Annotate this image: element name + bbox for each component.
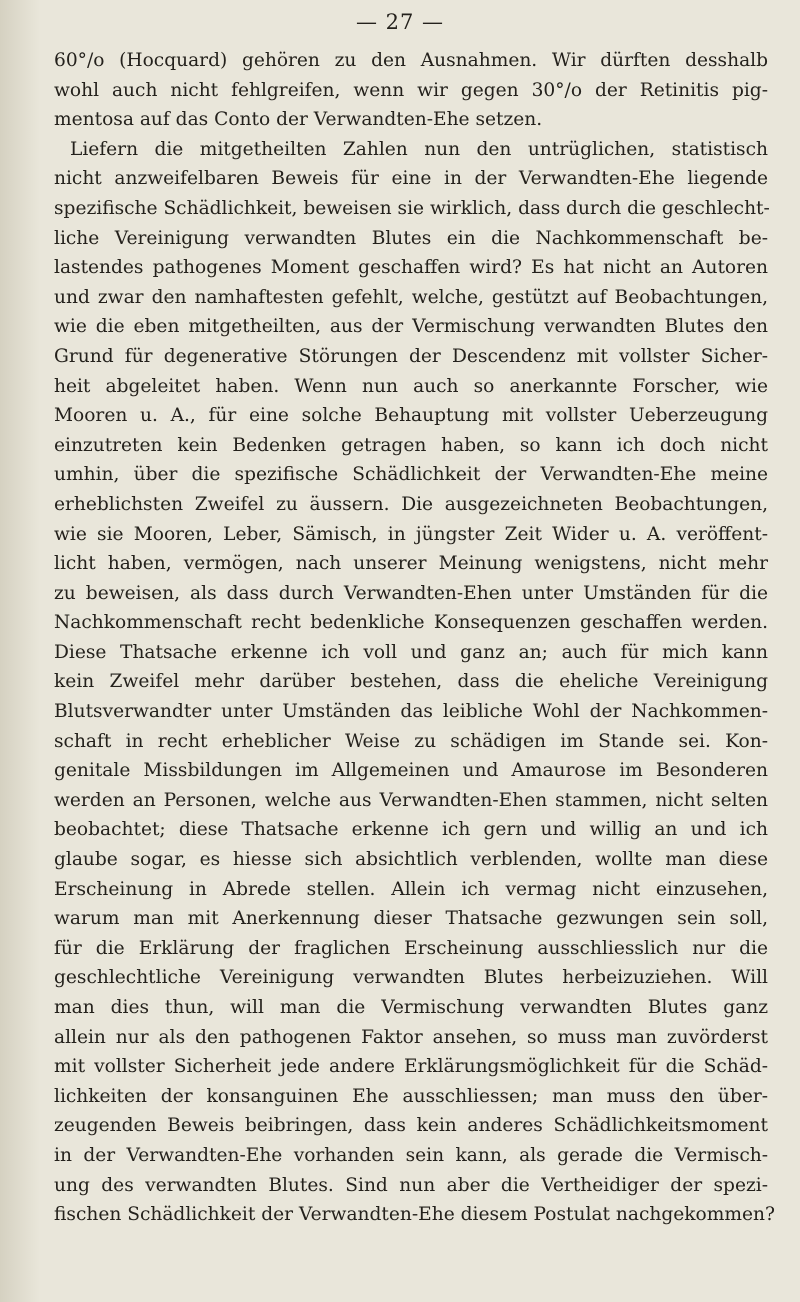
text-line: und zwar den namhaftesten gefehlt, welche, gestützt auf Beobachtungen, [54,286,768,308]
text-line: fischen Schädlichkeit der Verwandten-Ehe diesem Postulat nachgekommen? [54,1204,775,1226]
text-line: liche Vereinigung verwandten Blutes ein die Nachkommenschaft be- [54,227,768,249]
text-line: erheblichsten Zweifel zu äussern. Die ausgezeichneten Beobachtungen, [54,493,768,515]
text-line: umhin, über die spezifische Schädlichkeit der Verwandten-Ehe meine [54,464,768,486]
text-line: geschlechtliche Vereinigung verwandten Blutes herbeizuziehen. Will [54,967,768,989]
text-line: lichkeiten der konsanguinen Ehe ausschliessen; man muss den über- [54,1085,768,1107]
text-line: nicht anzweifelbaren Beweis für eine in der Verwandten-Ehe liegende [54,168,768,190]
text-line: Erscheinung in Abrede stellen. Allein ich vermag nicht einzusehen, [54,878,768,900]
text-line: glaube sogar, es hiesse sich absichtlich verblenden, wollte man diese [54,849,768,871]
text-line: zu beweisen, als dass durch Verwandten-Ehen unter Umständen für die [54,582,768,604]
text-line: mentosa auf das Conto der Verwandten-Ehe setzen. [54,109,543,131]
text-line: Liefern die mitgetheilten Zahlen nun den untrüglichen, statistisch [70,138,768,160]
text-line: wie die eben mitgetheilten, aus der Vermischung verwandten Blutes den [54,316,768,338]
text-line: man dies thun, will man die Vermischung verwandten Blutes ganz [54,997,768,1018]
text-line: schaft in recht erheblicher Weise zu schädigen im Stande sei. Kon- [54,730,768,752]
text-line: lastendes pathogenes Moment geschaffen wird? Es hat nicht an Autoren [54,257,768,279]
text-line: zeugenden Beweis beibringen, dass kein anderes Schädlichkeitsmoment [54,1115,768,1137]
text-line: einzutreten kein Bedenken getragen haben, so kann ich doch nicht [54,434,768,456]
page-edge-shadow [0,0,40,1302]
text-line: Nachkommenschaft recht bedenkliche Konsequenzen geschaffen werden. [54,612,768,634]
text-line: werden an Personen, welche aus Verwandten-Ehen stammen, nicht selten [54,789,768,811]
text-line: beobachtet; diese Thatsache erkenne ich gern und willig an und ich [54,819,768,841]
text-line: warum man mit Anerkennung dieser Thatsache gezwungen sein soll, [54,908,768,930]
text-line: wohl auch nicht fehlgreifen, wenn wir gegen 30°/o der Retinitis pig- [54,79,768,101]
page-number: — 27 — [355,10,445,34]
text-line: für die Erklärung der fraglichen Erscheinung ausschliesslich nur die [54,937,768,959]
text-line: Blutsverwandter unter Umständen das leibliche Wohl der Nachkommen- [54,701,768,723]
text-line: allein nur als den pathogenen Faktor ansehen, so muss man zuvörderst [54,1026,768,1048]
text-line: spezifische Schädlichkeit, beweisen sie wirklich, dass durch die geschlecht- [54,197,770,219]
text-line: kein Zweifel mehr darüber bestehen, dass die eheliche Vereinigung [54,671,768,693]
text-line: licht haben, vermögen, nach unserer Meinung wenigstens, nicht mehr [54,553,768,575]
text-line: Grund für degenerative Störungen der Descendenz mit vollster Sicher- [54,345,768,367]
text-line: heit abgeleitet haben. Wenn nun auch so anerkannte Forscher, wie [54,375,768,397]
text-line: Diese Thatsache erkenne ich voll und ganz an; auch für mich kann [54,641,768,663]
text-line: wie sie Mooren, Leber, Sämisch, in jüngster Zeit Wider u. A. veröffent- [54,523,768,545]
text-line: genitale Missbildungen im Allgemeinen und Amaurose im Besonderen [54,760,768,782]
text-line: 60°/o (Hocquard) gehören zu den Ausnahmen. Wir dürften desshalb [54,50,768,71]
text-line: ung des verwandten Blutes. Sind nun aber die Vertheidiger der spezi- [54,1174,768,1196]
text-line: mit vollster Sicherheit jede andere Erklärungsmöglichkeit für die Schäd- [54,1056,768,1078]
text-line: Mooren u. A., für eine solche Behauptung mit vollster Ueberzeugung [54,405,768,427]
text-line: in der Verwandten-Ehe vorhanden sein kann, als gerade die Vermisch- [54,1144,768,1166]
body-text [54,46,775,1230]
